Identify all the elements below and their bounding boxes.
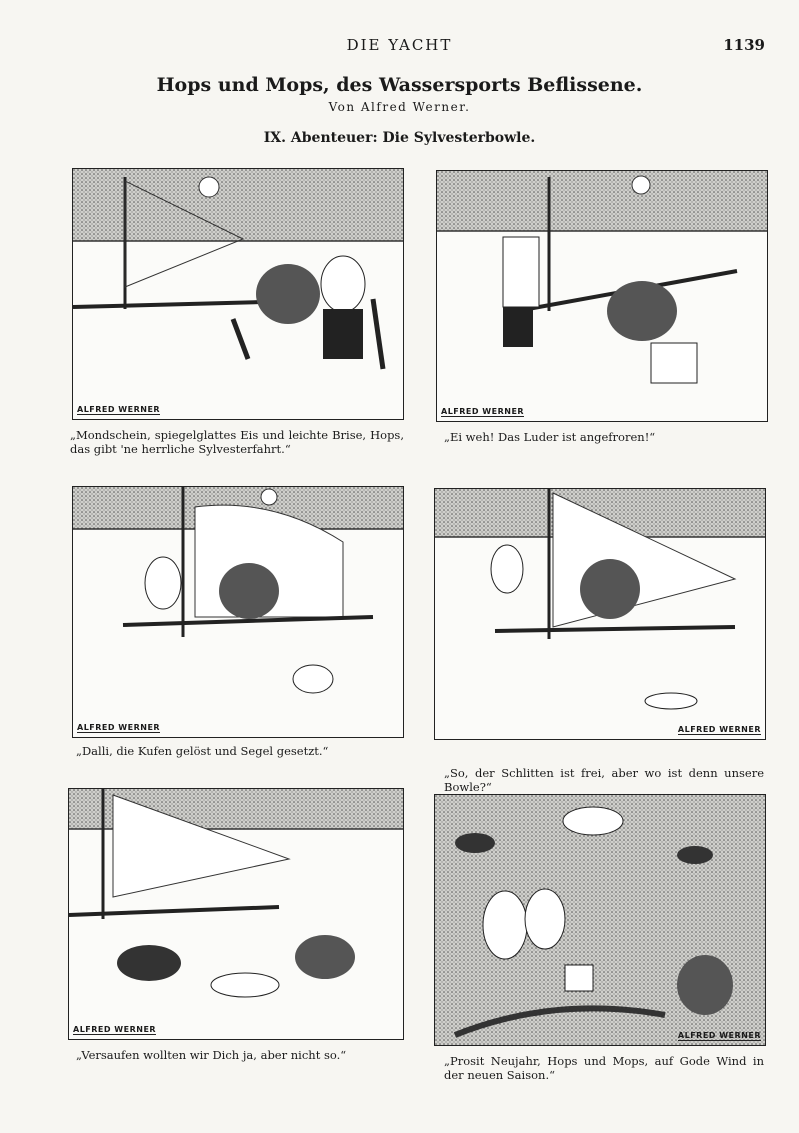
article-author: Von Alfred Werner. — [328, 100, 471, 114]
panel-4-illustration — [435, 489, 765, 739]
artist-signature: ALFRED WERNER — [441, 407, 525, 416]
panel-3-illustration — [73, 487, 403, 737]
comic-panel-2 — [436, 170, 768, 422]
comic-panel-6 — [434, 794, 766, 1046]
comic-panel-5 — [68, 788, 404, 1040]
artist-signature: ALFRED WERNER — [73, 1025, 157, 1034]
comic-panel-1 — [72, 168, 404, 420]
chapter-heading: IX. Abenteuer: Die Sylvesterbowle. — [263, 130, 536, 146]
panel-1-illustration — [73, 169, 403, 419]
article-title: Hops und Mops, des Wassersports Beflissene. — [156, 74, 643, 96]
artist-signature: ALFRED WERNER — [677, 725, 761, 734]
panel-4-caption: „So, der Schlitten ist frei, aber wo ist denn unsere Bowle?“ — [444, 766, 764, 794]
page-number: 1139 — [723, 36, 765, 54]
artist-signature: ALFRED WERNER — [77, 723, 161, 732]
panel-6-caption: „Prosit Neujahr, Hops und Mops, auf Gode Wind in der neuen Saison.“ — [444, 1054, 764, 1082]
comic-panel-3 — [72, 486, 404, 738]
journal-name: DIE YACHT — [346, 36, 453, 54]
panel-3-caption: „Dalli, die Kufen gelöst und Segel gesetzt.“ — [76, 744, 329, 758]
panel-6-illustration — [435, 795, 765, 1045]
artist-signature: ALFRED WERNER — [77, 405, 161, 414]
panel-5-illustration — [69, 789, 403, 1039]
panel-2-caption: „Ei weh! Das Luder ist angefroren!“ — [444, 430, 656, 444]
panel-1-caption: „Mondschein, spiegelglattes Eis und leichte Brise, Hops, das gibt 'ne herrliche Sylvesterfahrt.“ — [70, 428, 404, 456]
artist-signature: ALFRED WERNER — [677, 1031, 761, 1040]
panel-2-illustration — [437, 171, 767, 421]
comic-panel-4 — [434, 488, 766, 740]
panel-5-caption: „Versaufen wollten wir Dich ja, aber nicht so.“ — [76, 1048, 347, 1062]
running-head — [0, 36, 799, 56]
